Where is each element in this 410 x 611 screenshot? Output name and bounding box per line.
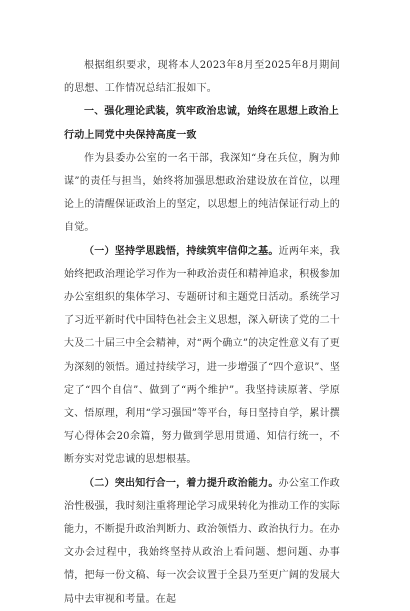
subsection-heading-2: （二）突出知行合一，着力提升政治能力。 [84,477,279,489]
subsection-2-body: 办公室工作政治性极强，我时刻注重将理论学习成果转化为推动工作的实际能力，不断提升政治判断力、政治领悟力、政治执行力。在办文办会过程中，我始终坚持从政治上看问题、想问题、办事情，把每一份文稿、每一次会议置于全县乃至更广阔的发展大局中去审视和考量。在起 [64,477,340,605]
intro-paragraph: 根据组织要求，现将本人2023年8月至2025年8月期间的思想、工作情况总结汇报如下。 [64,60,340,95]
section-heading-1: 一、强化理论武装，筑牢政治忠诚，始终在思想上政治上行动上同党中央保持高度一致 [64,106,339,141]
subsection-1-paragraph [64,240,340,472]
section-1-paragraph: 作为县委办公室的一名干部，我深知“身在兵位，胸为帅谋”的责任与担当，始终将加强思想政治建设放在首位，以理论上的清醒保证政治上的坚定，以思想上的纯洁保证行动上的自觉。 [64,152,340,234]
subsection-1-body: 近两年来，我始终把政治理论学习作为一种政治责任和精神追求，积极参加办公室组织的集体学习、专题研讨和主题党日活动。系统学习了习近平新时代中国特色社会主义思想，深入研读了党的二十大及二十届三中全会精神，对“两个确立”的决定性意义有了更为深刻的领悟。通过持续学习，进一步增强了“四个意识”、坚定了“四个自信”、做到了“两个维护”。我坚持读原著、学原文、悟原理，利用“学习强国”等平台，每日坚持自学，累计撰写心得体会20余篇，努力做到学思用贯通、知信行统一，不断夯实对党忠诚的思想根基。 [64,245,340,466]
subsection-heading-1: （一）坚持学思践悟，持续筑牢信仰之基。 [84,245,279,257]
subsection-2-paragraph [64,472,340,611]
